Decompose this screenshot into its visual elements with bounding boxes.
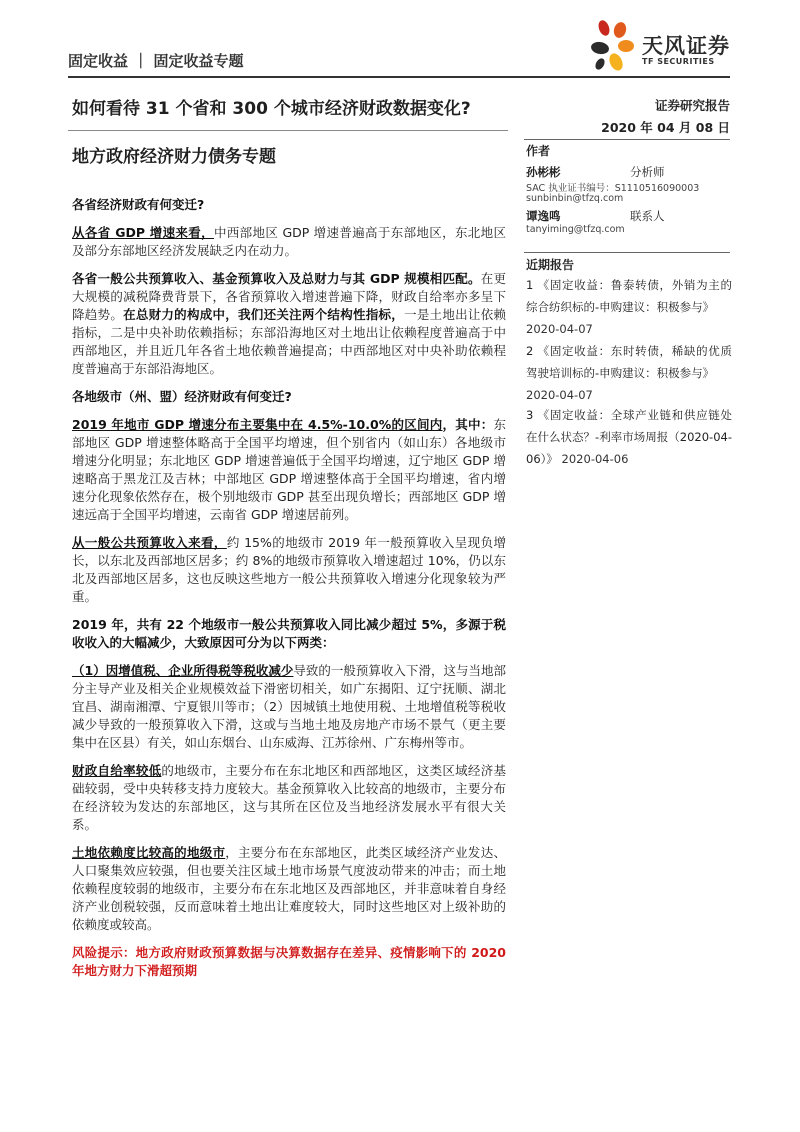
author-name: 孙彬彬	[526, 165, 561, 179]
logo-english-name: TF SECURITIES	[642, 57, 715, 66]
recent-report-title[interactable]: 2 《固定收益：东时转债，稀缺的优质驾驶培训标的-申购建议：积极参与》	[526, 344, 732, 380]
logo-chinese-name: 天风证券	[642, 34, 730, 58]
recent-report-title[interactable]: 1 《固定收益：鲁泰转债，外销为主的综合纺织标的-申购建议：积极参与》	[526, 278, 732, 314]
recent-report-item[interactable]	[526, 274, 732, 340]
paragraph	[72, 270, 506, 378]
report-type: 证券研究报告	[654, 98, 730, 113]
recent-reports-heading: 近期报告	[526, 258, 575, 272]
section-question: 各省经济财政有何变迁?	[72, 197, 205, 212]
risk-warning: 风险提示：地方政府财政预算数据与决算数据存在差异、疫情影响下的 2020 年地方财力下滑超预期	[72, 945, 506, 978]
paragraph-text: 在更大规模的减税降费背景下，各省预算收入增速普遍下降，财政自给率亦多呈下降趋势。	[72, 271, 506, 322]
paragraph	[72, 662, 506, 752]
title-divider	[68, 130, 508, 131]
paragraph-text: 东部地区 GDP 增速整体略高于全国平均增速，但个别省内（如山东）各地级市增速分化明显；东北地区 GDP 增速普遍低于全国平均增速，辽宁地区 GDP 增速略高于黑龙江及吉林；中部地区 GDP 增速整体高于全国平均增速，省内增速分化现象依然存在，极个别地级市 GDP 甚至出现负增长；西部地区 GDP 增速远高于全国平均增速，云南省 GDP 增速居前列。	[72, 417, 506, 522]
paragraph-text: 中西部地区 GDP 增速普遍高于东部地区，东北地区及部分东部地区经济发展缺乏内在动力。	[72, 225, 506, 258]
paragraph-text: 的地级市，主要分布在东北地区和西部地区，这类区域经济基础较弱，受中央转移支持力度较大。基金预算收入比较高的地级市，主要分布在经济较为发达的东部地区，这与其所在区位及当地经济发展水平有很大关系。	[72, 763, 506, 832]
recent-report-title[interactable]: 3 《固定收益：全球产业链和供应链处在什么状态？-利率市场周报（2020-04-06）》	[526, 408, 732, 466]
author-name: 谭逸鸣	[526, 209, 561, 223]
report-subtitle: 地方政府经济财力债务专题	[72, 147, 276, 167]
author-role: 联系人	[630, 209, 665, 223]
recent-report-date: 2020-04-07	[526, 322, 593, 336]
report-body	[72, 196, 506, 990]
recent-divider	[524, 252, 730, 253]
paragraph-text: ，主要分布在东部地区，此类区域经济产业发达、人口聚集效应较强，但也要关注区域土地市场景气度波动带来的冲击；而土地依赖程度较弱的地级市，主要分布在东北地区及西部地区，并非意味着自身经济产业创税较强，反而意味着土地出让难度较大，同时这些地区对上级补助的依赖度或较高。	[72, 845, 506, 932]
paragraph	[72, 416, 506, 524]
paragraph-lead: 各省一般公共预算收入、基金预算收入及总财力与其 GDP 规模相匹配。	[72, 271, 481, 286]
paragraph-text: 一是土地出让依赖指标，二是中央补助依赖指标；东部沿海地区对土地出让依赖程度普遍高于中西部地区，并且近几年各省土地依赖普遍提高；中西部地区对中央补助依赖程度普遍高于东部沿海地区。	[72, 307, 506, 376]
report-title: 如何看待 31 个省和 300 个城市经济财政数据变化?	[72, 99, 471, 119]
paragraph	[72, 762, 506, 834]
recent-report-date: 2020-04-06	[561, 452, 629, 466]
authors-heading: 作者	[526, 144, 551, 158]
paragraph	[72, 224, 506, 260]
section-question: 各地级市（州、盟）经济财政有何变迁?	[72, 389, 292, 404]
paragraph-lead: 财政自给率较低	[72, 763, 162, 778]
paragraph-lead: （1）因增值税、企业所得税等税收减少	[72, 663, 294, 678]
paragraph-lead: 2019 年地市 GDP 增速分布主要集中在 4.5%-10.0%的区间内	[72, 417, 443, 432]
paragraph-emphasis: 在总财力的构成中，我们还关注两个结构性指标，	[123, 307, 405, 322]
author-cert: SAC 执业证书编号：S1110516090003	[526, 183, 700, 194]
authors-divider	[524, 139, 730, 140]
author-email[interactable]: tanyiming@tfzq.com	[526, 224, 625, 235]
recent-report-date: 2020-04-07	[526, 388, 593, 402]
author-role: 分析师	[630, 165, 665, 179]
paragraph-emphasis: ，其中：	[442, 417, 494, 432]
report-date: 2020 年 04 月 08 日	[601, 120, 730, 135]
author-email[interactable]: sunbinbin@tfzq.com	[526, 193, 624, 204]
recent-report-item[interactable]	[526, 340, 732, 406]
report-category: 固定收益 ｜ 固定收益专题	[68, 52, 244, 70]
paragraph	[72, 534, 506, 606]
paragraph: 2019 年，共有 22 个地级市一般公共预算收入同比减少超过 5%，多源于税收收入的大幅减少，大致原因可分为以下两类：	[72, 617, 506, 650]
paragraph-lead: 从一般公共预算收入来看，	[72, 535, 227, 550]
paragraph-lead: 土地依赖度比较高的地级市	[72, 845, 226, 860]
header-divider	[68, 76, 730, 78]
paragraph-text: 约 15%的地级市 2019 年一般预算收入呈现负增长，以东北及西部地区居多；约 8%的地级市预算收入增速超过 10%，仍以东北及西部地区居多，这也反映这些地方一般公共预算收入增速分化现象较为严重。	[72, 535, 506, 604]
paragraph	[72, 844, 506, 934]
paragraph-text: 导致的一般预算收入下滑，这与当地部分主导产业及相关企业规模效益下滑密切相关，如广东揭阳、辽宁抚顺、湖北宜昌、湖南湘潭、宁夏银川等市；（2）因城镇土地使用税、土地增值税等税收减少导致的一般预算收入下滑，这或与当地土地及房地产市场不景气（更主要集中在区县）有关，如山东烟台、山东威海、江苏徐州、广东梅州等市。	[72, 663, 506, 750]
recent-report-item[interactable]	[526, 404, 732, 470]
paragraph-lead: 从各省 GDP 增速来看，	[72, 225, 214, 240]
